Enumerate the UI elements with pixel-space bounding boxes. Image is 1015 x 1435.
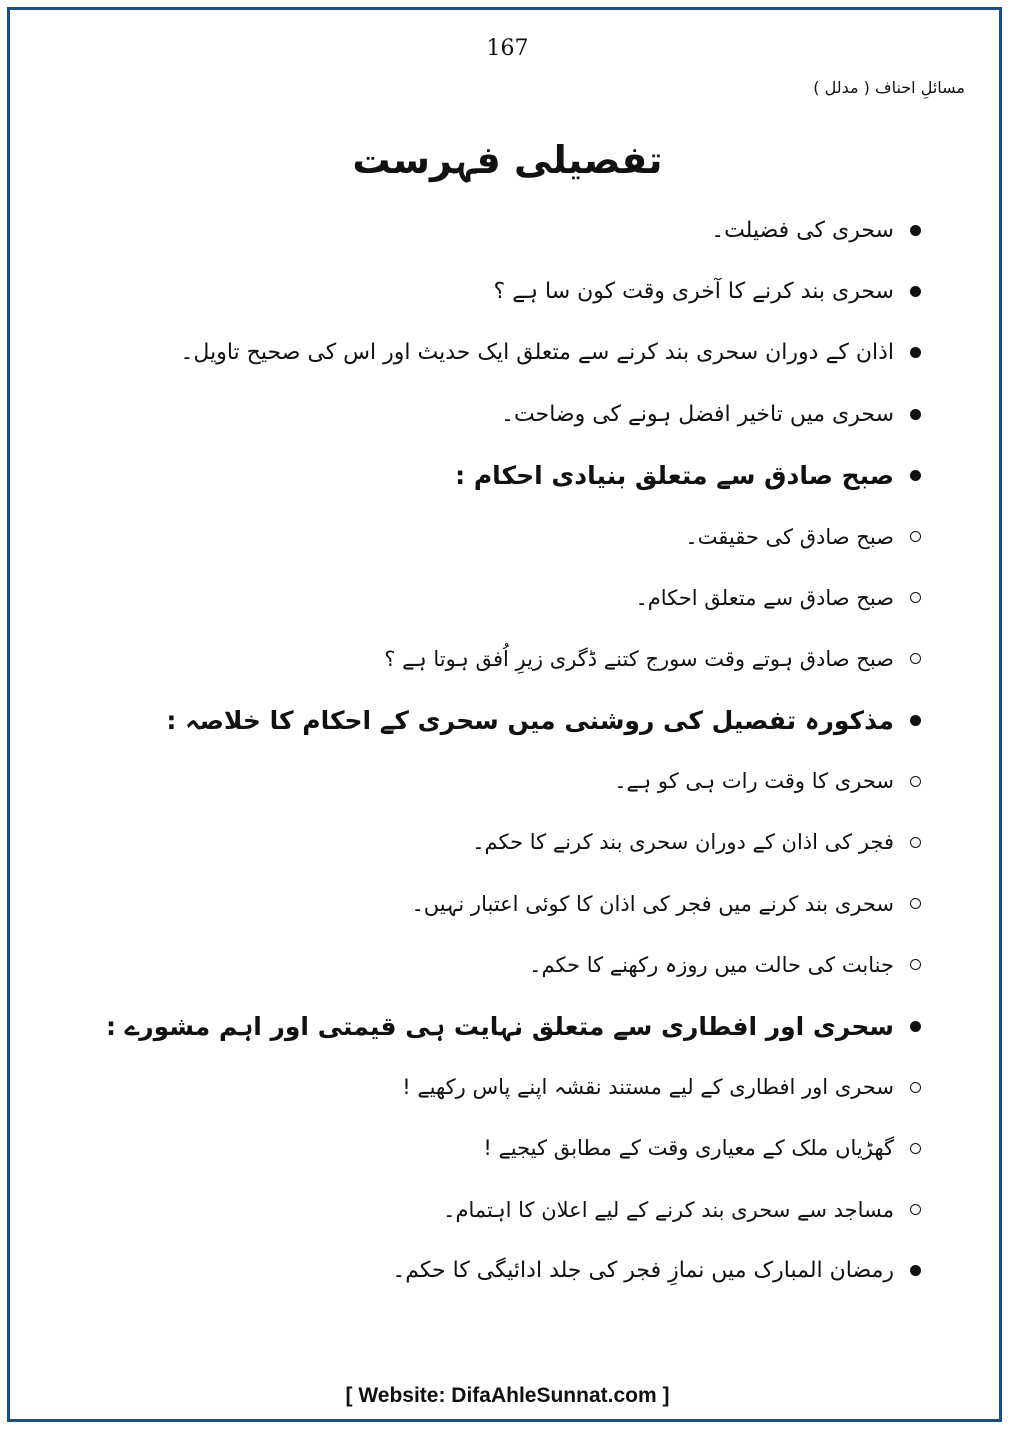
toc-sub-item [80,567,930,628]
toc-entry-text: سحری کا وقت رات ہی کو ہے۔ [614,769,894,794]
hollow-bullet-icon [900,531,930,542]
hollow-bullet-icon [900,959,930,970]
filled-bullet-icon [900,1021,930,1032]
toc-entry-text: صبح صادق ہوتے وقت سورج کتنے ڈگری زیرِ اُفق ہوتا ہے ؟ [384,646,894,671]
toc-entry-text: صبح صادق سے متعلق احکام۔ [635,585,894,610]
toc-sub-item [80,1179,930,1240]
hollow-bullet-icon [900,898,930,909]
toc-sub-item [80,506,930,567]
toc-entry-text: اذان کے دوران سحری بند کرنے سے متعلق ایک حدیث اور اس کی صحیح تاویل۔ [180,340,894,366]
toc-entry-text: سحری میں تاخیر افضل ہونے کی وضاحت۔ [501,401,894,427]
toc-section-heading [80,445,930,506]
hollow-bullet-icon [900,1082,930,1093]
toc-sub-item [80,1118,930,1179]
toc-section-heading [80,690,930,751]
toc-item [80,384,930,445]
page-heading: تفصیلی فہرست [352,138,663,182]
toc-entry-text: صبح صادق کی حقیقت۔ [685,524,894,549]
toc-entry-text: سحری بند کرنے میں فجر کی اذان کا کوئی اعتبار نہیں۔ [411,891,894,916]
toc-entry-text: سحری کی فضیلت۔ [711,218,894,244]
toc-entry-text: مذکورہ تفصیل کی روشنی میں سحری کے احکام کا خلاصہ : [166,705,894,735]
toc-sub-item [80,628,930,689]
toc-sub-item [80,812,930,873]
toc-entry-text: گھڑیاں ملک کے معیاری وقت کے مطابق کیجیے ! [483,1136,894,1161]
filled-bullet-icon [900,470,930,481]
filled-bullet-icon [900,347,930,358]
toc-sub-item [80,1057,930,1118]
hollow-bullet-icon [900,592,930,603]
filled-bullet-icon [900,225,930,236]
hollow-bullet-icon [900,776,930,787]
toc-entry-text: سحری اور افطاری کے لیے مستند نقشہ اپنے پاس رکھیے ! [402,1075,894,1100]
toc-entry-text: رمضان المبارک میں نمازِ فجر کی جلد ادائیگی کا حکم۔ [392,1258,894,1284]
toc-item [80,322,930,383]
website-footer: [ Website: DifaAhleSunnat.com ] [345,1384,670,1407]
toc-entry-text: مساجد سے سحری بند کرنے کے لیے اعلان کا اہتمام۔ [443,1197,894,1222]
hollow-bullet-icon [900,653,930,664]
toc-entry-text: فجر کی اذان کے دوران سحری بند کرنے کا حکم۔ [472,830,894,855]
hollow-bullet-icon [900,1143,930,1154]
toc-item [80,261,930,322]
hollow-bullet-icon [900,1204,930,1215]
toc-item [80,1240,930,1301]
toc-entry-text: سحری اور افطاری سے متعلق نہایت ہی قیمتی اور اہم مشورے : [105,1011,894,1041]
toc-entry-text: سحری بند کرنے کا آخری وقت کون سا ہے ؟ [493,279,894,305]
toc-section-heading [80,995,930,1056]
toc-item [80,200,930,261]
toc-entry-text: جنابت کی حالت میں روزہ رکھنے کا حکم۔ [529,952,894,977]
toc-sub-item [80,873,930,934]
page-number: 167 [486,36,529,61]
filled-bullet-icon [900,409,930,420]
filled-bullet-icon [900,1265,930,1276]
toc-entry-text: صبح صادق سے متعلق بنیادی احکام : [455,460,894,490]
toc-sub-item [80,751,930,812]
book-title: مسائلِ احناف ( مدلل ) [813,78,965,97]
filled-bullet-icon [900,286,930,297]
toc-sub-item [80,934,930,995]
table-of-contents [80,200,930,1301]
filled-bullet-icon [900,715,930,726]
hollow-bullet-icon [900,837,930,848]
